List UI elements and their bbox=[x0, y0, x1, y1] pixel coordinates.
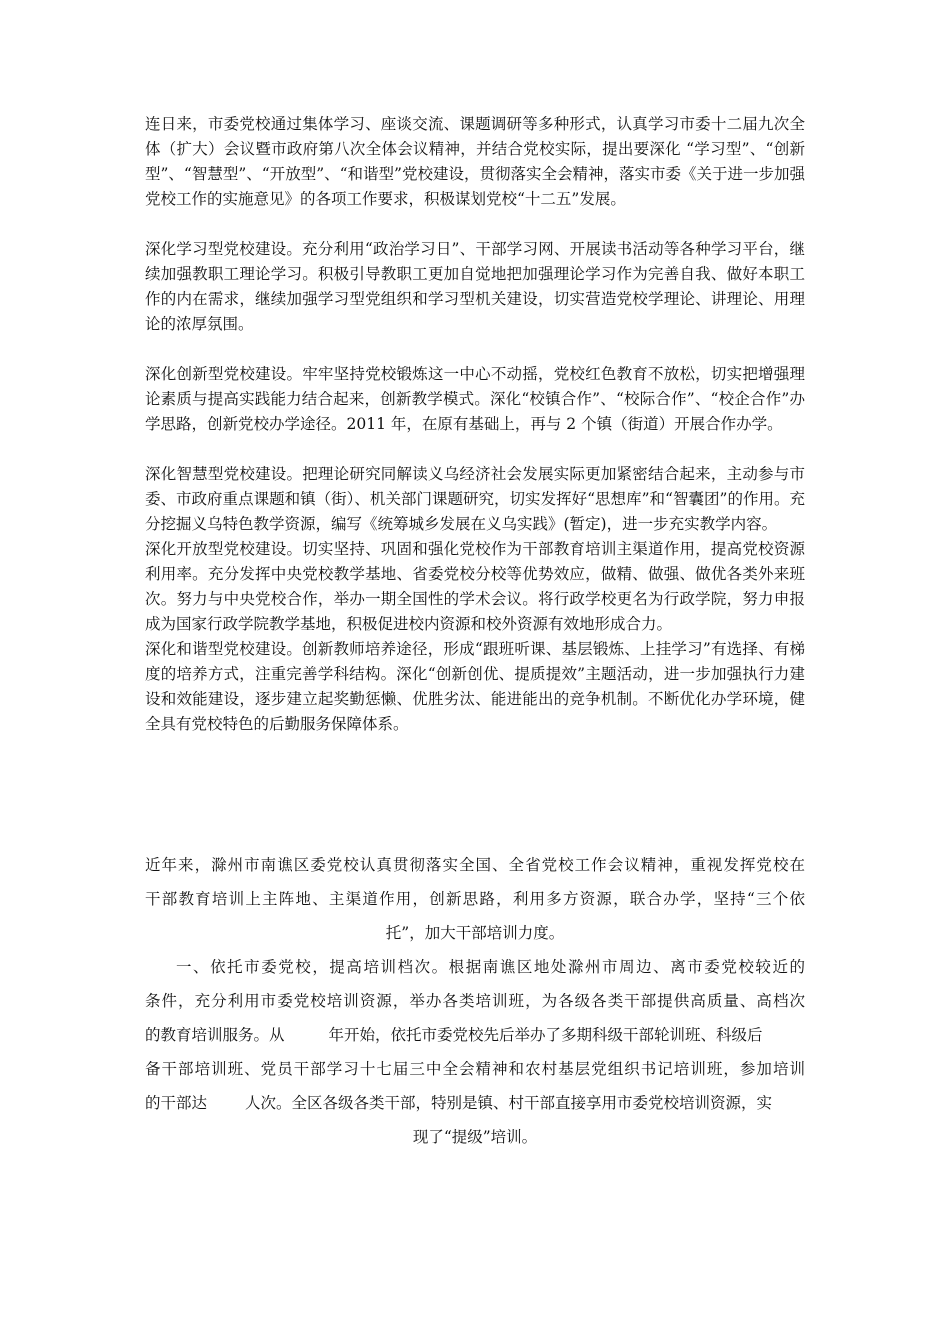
body-line-3-part-b: 年开始，依托市委党校先后举办了多期科级干部轮训班、科级后 bbox=[328, 1026, 763, 1044]
intro-line-1: 近年来，滁州市南谯区委党校认真贯彻落实全国、全省党校工作会议精神，重视发挥党校在 bbox=[145, 856, 805, 874]
paragraph-rely-on-city-school bbox=[145, 950, 805, 1154]
body-line-3 bbox=[145, 1018, 805, 1052]
paragraph-learning-type: 深化学习型党校建设。充分利用“政治学习日”、干部学习网、开展读书活动等各种学习平台，继续加强教职工理论学习。积极引导教职工更加自觉地把加强理论学习作为完善自我、做好本职工作的内在需求，继续加强学习型党组织和学习型机关建设，切实营造党校学理论、讲理论、用理论的浓厚氛围。 bbox=[145, 240, 805, 333]
paragraph-open-type: 深化开放型党校建设。切实坚持、巩固和强化党校作为干部教育培训主渠道作用，提高党校资源利用率。充分发挥中央党校教学基地、省委党校分校等优势效应，做精、做强、做优各类外来班次。努力与中央党校合作，举办一期全国性的学术会议。将行政学校更名为行政学院，努力申报成为国家行政学院教学基地，积极促进校内资源和校外资源有效地形成合力。 bbox=[145, 540, 805, 633]
intro-line-3: 托”，加大干部培训力度。 bbox=[385, 924, 565, 942]
article-section-1 bbox=[145, 112, 805, 737]
body-line-4: 备干部培训班、党员干部学习十七届三中全会精神和农村基层党组织书记培训班，参加培训 bbox=[145, 1060, 805, 1078]
body-line-1: 一、依托市委党校，提高培训档次。根据南谯区地处滁州市周边、离市委党校较近的 bbox=[176, 958, 805, 976]
article-section-2 bbox=[145, 848, 805, 1154]
body-line-6: 现了“提级”培训。 bbox=[412, 1128, 538, 1146]
paragraph-harmony-type: 深化和谐型党校建设。创新教师培养途径，形成“跟班听课、基层锻炼、上挂学习”有选择、有梯度的培养方式，注重完善学科结构。深化“创新创优、提质提效”主题活动，进一步加强执行力建设和效能建设，逐步建立起奖勤惩懒、优胜劣汰、能进能出的竞争机制。不断优化办学环境，健全具有党校特色的后勤服务保障体系。 bbox=[145, 640, 805, 733]
intro-line-2: 干部教育培训上主阵地、主渠道作用，创新思路，利用多方资源，联合办学，坚持“三个依 bbox=[145, 890, 805, 908]
body-line-5-part-a: 的干部达 bbox=[145, 1094, 208, 1112]
paragraph-nanqiao-intro bbox=[145, 848, 805, 950]
body-line-2: 条件，充分利用市委党校培训资源，举办各类培训班，为各级各类干部提供高质量、高档次 bbox=[145, 992, 805, 1010]
paragraph-intro: 连日来，市委党校通过集体学习、座谈交流、课题调研等多种形式，认真学习市委十二届九次全体（扩大）会议暨市政府第八次全体会议精神，并结合党校实际，提出要深化 “学习型”、“创新型”、“智慧型”、“开放型”、“和谐型”党校建设，贯彻落实全会精神，落实市委《关于进一步加强党校工作的实施意见》的各项工作要求，积极谋划党校“十二五”发展。 bbox=[145, 115, 805, 208]
body-line-5-part-b: 人次。全区各级各类干部，特别是镇、村干部直接享用市委党校培训资源，实 bbox=[245, 1094, 773, 1112]
paragraph-wisdom-type: 深化智慧型党校建设。把理论研究同解读义乌经济社会发展实际更加紧密结合起来，主动参与市委、市政府重点课题和镇（街）、机关部门课题研究，切实发挥好“思想库”和“智囊团”的作用。充分挖掘义乌特色教学资源，编写《统筹城乡发展在义乌实践》(暂定)，进一步充实教学内容。 bbox=[145, 465, 805, 533]
paragraph-innovation-type: 深化创新型党校建设。牢牢坚持党校锻炼这一中心不动摇，党校红色教育不放松，切实把增强理论素质与提高实践能力结合起来，创新教学模式。深化“校镇合作”、“校际合作”、“校企合作”办学思路，创新党校办学途径。2011 年，在原有基础上，再与 2 个镇（街道）开展合作办学。 bbox=[145, 365, 805, 433]
body-line-5 bbox=[145, 1086, 805, 1120]
body-line-3-part-a: 的教育培训服务。从 bbox=[145, 1026, 285, 1044]
